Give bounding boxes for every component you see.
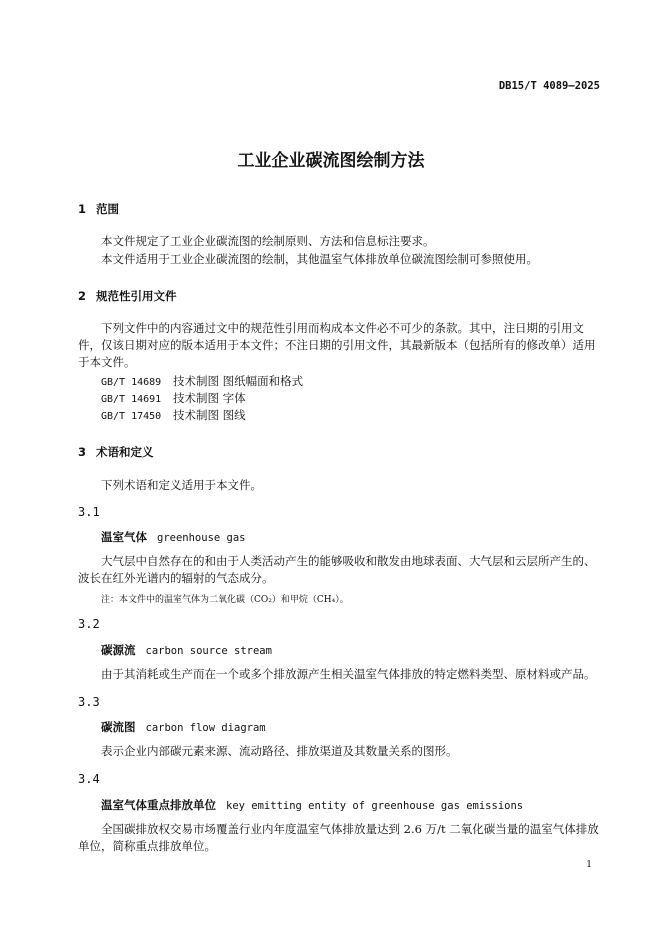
reference-title: 技术制图 字体 bbox=[173, 391, 246, 405]
reference-item bbox=[101, 373, 303, 389]
reference-item bbox=[101, 390, 246, 406]
term-en: key emitting entity of greenhouse gas emissions bbox=[226, 800, 524, 812]
term-zh: 碳源流 bbox=[101, 643, 136, 657]
term-number: 3.2 bbox=[78, 617, 100, 631]
section-title: 规范性引用文件 bbox=[96, 289, 177, 303]
term-en: carbon flow diagram bbox=[145, 722, 266, 734]
section-2-para: 下列文件中的内容通过文中的规范性引用而构成本文件必不可少的条款。其中，注日期的引用文件，仅该日期对应的版本适用于本文件；不注日期的引用文件，其最新版本（包括所有的修改单）适用于本文件。 bbox=[78, 321, 596, 369]
section-title: 范围 bbox=[96, 202, 119, 216]
term-heading bbox=[101, 529, 246, 545]
reference-code: GB/T 17450 bbox=[101, 411, 162, 422]
reference-code: GB/T 14691 bbox=[101, 394, 162, 405]
section-3-heading bbox=[78, 444, 154, 460]
reference-code: GB/T 14689 bbox=[101, 377, 162, 388]
term-note: 注：本文件中的温室气体为二氧化碳（CO₂）和甲烷（CH₄）。 bbox=[101, 595, 349, 605]
term-definition: 全国碳排放权交易市场覆盖行业内年度温室气体排放量达到 2.6 万/t 二氧化碳当量的温室气体排放单位，简称重点排放单位。 bbox=[78, 822, 599, 853]
term-definition: 大气层中自然存在的和由于人类活动产生的能够吸收和散发由地球表面、大气层和云层所产生的、波长在红外光谱内的辐射的气态成分。 bbox=[78, 554, 596, 585]
term-zh: 温室气体 bbox=[101, 530, 147, 544]
term-heading bbox=[101, 719, 266, 735]
section-1-para-2: 本文件适用于工业企业碳流图的绘制，其他温室气体排放单位碳流图绘制可参照使用。 bbox=[101, 252, 538, 266]
term-number: 3.1 bbox=[78, 505, 100, 519]
term-en: greenhouse gas bbox=[157, 532, 246, 544]
section-number: 2 bbox=[78, 289, 87, 303]
section-1-heading bbox=[78, 201, 119, 217]
section-title: 术语和定义 bbox=[96, 445, 154, 459]
section-2-heading bbox=[78, 288, 177, 304]
term-heading bbox=[101, 797, 523, 813]
term-zh: 碳流图 bbox=[101, 720, 136, 734]
term-zh: 温室气体重点排放单位 bbox=[101, 798, 216, 812]
section-number: 3 bbox=[78, 445, 87, 459]
reference-item bbox=[101, 407, 246, 423]
term-definition: 由于其消耗或生产而在一个或多个排放源产生相关温室气体排放的特定燃料类型、原材料或产品。 bbox=[101, 667, 596, 681]
section-1-para-1: 本文件规定了工业企业碳流图的绘制原则、方法和信息标注要求。 bbox=[101, 234, 435, 248]
standard-code: DB15/T 4089—2025 bbox=[498, 80, 600, 92]
term-heading bbox=[101, 642, 272, 658]
term-number: 3.4 bbox=[78, 772, 100, 786]
term-en: carbon source stream bbox=[145, 645, 272, 657]
page-number: 1 bbox=[586, 860, 592, 870]
section-3-para: 下列术语和定义适用于本文件。 bbox=[101, 478, 262, 492]
section-number: 1 bbox=[78, 202, 87, 216]
reference-title: 技术制图 图线 bbox=[173, 408, 246, 422]
term-number: 3.3 bbox=[78, 695, 100, 709]
term-definition: 表示企业内部碳元素来源、流动路径、排放渠道及其数量关系的图形。 bbox=[101, 744, 458, 758]
reference-title: 技术制图 图纸幅面和格式 bbox=[173, 374, 304, 388]
document-title: 工业企业碳流图绘制方法 bbox=[237, 151, 425, 171]
